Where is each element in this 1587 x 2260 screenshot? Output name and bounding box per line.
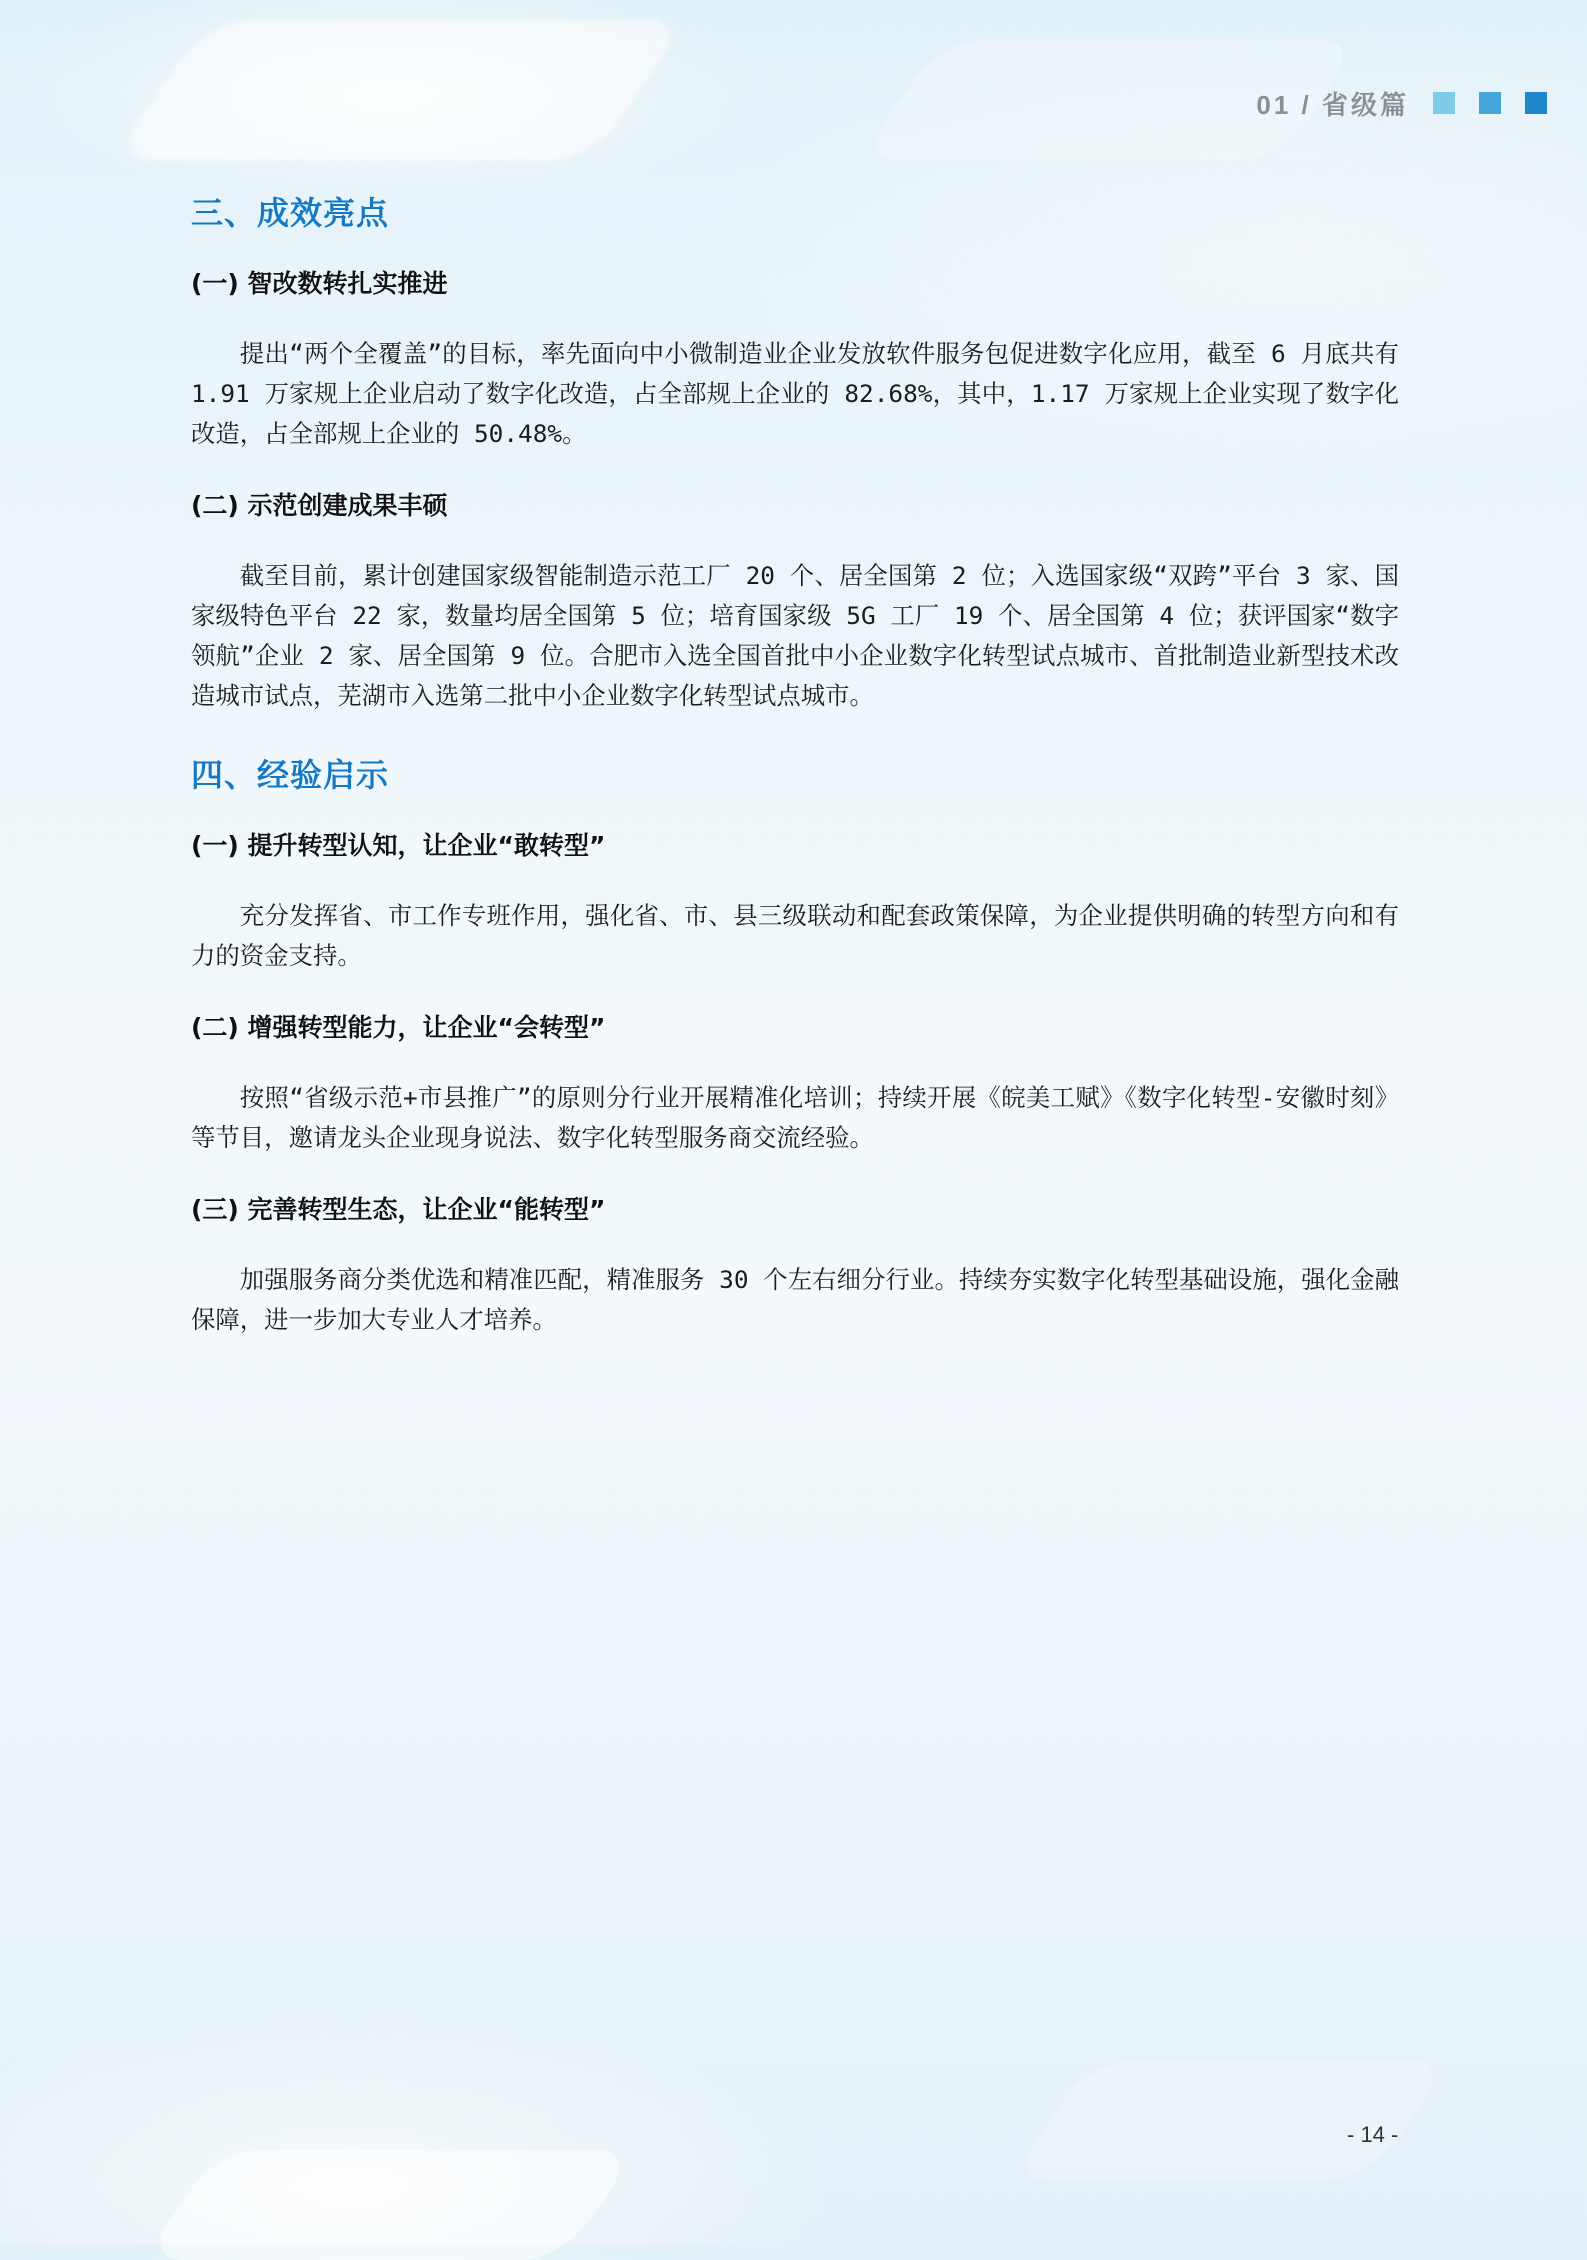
subsection-heading: (二) 增强转型能力，让企业“会转型” xyxy=(191,1013,606,1042)
background-decoration xyxy=(1008,2060,1452,2180)
paragraph: 提出“两个全覆盖”的目标，率先面向中小微制造业企业发放软件服务包促进数字化应用，截至 6 月底共有 1.91 万家规上企业启动了数字化改造，占全部规上企业的 82.68%，其中，1.17 万家规上企业实现了数字化改造，占全部规上企业的 50.48%。 xyxy=(191,339,1399,448)
page-number: - 14 - xyxy=(1347,2122,1399,2147)
square-icon xyxy=(1479,92,1501,114)
background-decoration xyxy=(111,20,689,160)
page-header xyxy=(1256,86,1547,120)
subsection-heading: (一) 智改数转扎实推进 xyxy=(191,269,448,298)
paragraph: 按照“省级示范+市县推广”的原则分行业开展精准化培训；持续开展《皖美工赋》《数字化转型-安徽时刻》等节目，邀请龙头企业现身说法、数字化转型服务商交流经验。 xyxy=(191,1083,1399,1152)
paragraph: 加强服务商分类优选和精准匹配，精准服务 30 个左右细分行业。持续夯实数字化转型基础设施，强化金融保障，进一步加大专业人才培养。 xyxy=(191,1265,1399,1334)
subsection-heading: (三) 完善转型生态，让企业“能转型” xyxy=(191,1195,606,1224)
paragraph: 充分发挥省、市工作专班作用，强化省、市、县三级联动和配套政策保障，为企业提供明确的转型方向和有力的资金支持。 xyxy=(191,901,1399,970)
paragraph: 截至目前，累计创建国家级智能制造示范工厂 20 个、居全国第 2 位；入选国家级“双跨”平台 3 家、国家级特色平台 22 家，数量均居全国第 5 位；培育国家级 5G 工厂 19 个、居全国第 4 位；获评国家“数字领航”企业 2 家、居全国第 9 位。合肥市入选全国首批中小企业数字化转型试点城市、首批制造业新型技术改造城市试点，芜湖市入选第二批中小企业数字化转型试点城市。 xyxy=(191,561,1399,710)
square-icon xyxy=(1525,92,1547,114)
section-title: 三、成效亮点 xyxy=(191,194,390,232)
subsection-heading: (二) 示范创建成果丰硕 xyxy=(191,491,448,520)
subsection-heading: (一) 提升转型认知，让企业“敢转型” xyxy=(191,831,606,860)
chapter-label: 01 / 省级篇 xyxy=(1256,89,1409,120)
square-icon xyxy=(1433,92,1455,114)
section-title: 四、经验启示 xyxy=(191,756,390,794)
document-body xyxy=(191,180,1399,1340)
background-decoration xyxy=(141,2150,638,2260)
